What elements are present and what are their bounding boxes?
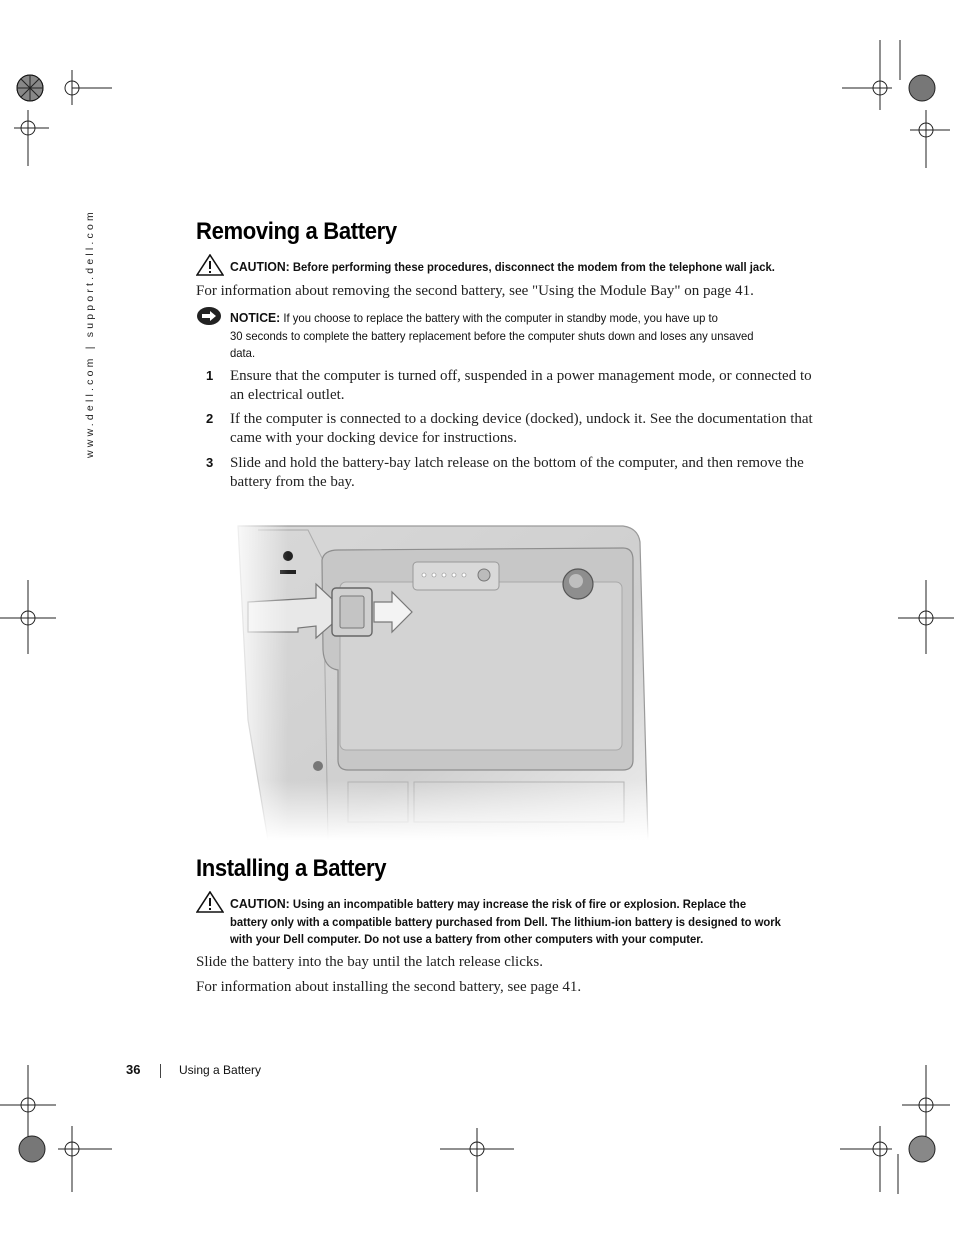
caution-removing xyxy=(230,258,794,277)
battery-bay-illustration xyxy=(228,520,653,840)
warning-triangle-icon xyxy=(196,254,224,276)
footer-divider xyxy=(160,1064,161,1078)
caution-line-2: battery only with a compatible battery purchased from Dell. The lithium-ion battery is designed to work xyxy=(230,914,781,929)
install-paragraph-2: For information about installing the second battery, see page 41. xyxy=(196,979,582,995)
notice-arrow-icon xyxy=(196,306,222,326)
step-text: If the computer is connected to a docking device (docked), undock it. See the documentation that came with your docking device for instructions. xyxy=(230,411,813,446)
notice-line-1: If you choose to replace the battery with the computer in standby mode, you have up to xyxy=(283,311,718,325)
caution-label: CAUTION: xyxy=(230,259,290,274)
notice-block xyxy=(230,309,794,363)
caution-line-3: with your Dell computer. Do not use a battery from other computers with your computer. xyxy=(230,932,704,946)
caution-label: CAUTION: xyxy=(230,896,290,911)
caution-installing xyxy=(230,895,794,949)
warning-triangle-icon xyxy=(196,891,224,913)
registration-mark-top-left xyxy=(14,70,124,180)
step-number: 3 xyxy=(206,455,214,470)
registration-mark-bottom-center xyxy=(438,1126,518,1196)
notice-label: NOTICE: xyxy=(230,310,281,325)
section-title-removing: Removing a Battery xyxy=(196,218,397,245)
section-title-installing: Installing a Battery xyxy=(196,855,387,882)
install-paragraph-1: Slide the battery into the bay until the latch release clicks. xyxy=(196,954,543,970)
registration-mark-bottom-left xyxy=(0,1060,120,1200)
step-number: 2 xyxy=(206,411,214,426)
registration-mark-mid-right xyxy=(896,578,954,658)
page-number: 36 xyxy=(126,1062,141,1077)
intro-paragraph: For information about removing the second battery, see "Using the Module Bay" on page 41. xyxy=(196,283,754,299)
notice-line-2: 30 seconds to complete the battery replacement before the computer shuts down and loses any unsaved xyxy=(230,328,754,343)
registration-mark-mid-left xyxy=(0,578,60,658)
caution-text: Before performing these procedures, disconnect the modem from the telephone wall jack. xyxy=(292,260,775,274)
step-number: 1 xyxy=(206,368,214,383)
chapter-title: Using a Battery xyxy=(179,1063,262,1077)
notice-line-3: data. xyxy=(230,346,256,360)
sidebar-url: www.dell.com | support.dell.com xyxy=(84,209,96,458)
registration-mark-top-right xyxy=(840,40,950,170)
caution-line-1: Using an incompatible battery may increase the risk of fire or explosion. Replace the xyxy=(292,897,747,911)
step-text: Slide and hold the battery-bay latch release on the bottom of the computer, and then remove the battery from the bay. xyxy=(230,455,804,490)
registration-mark-bottom-right xyxy=(840,1060,950,1200)
step-text: Ensure that the computer is turned off, suspended in a power management mode, or connected to an electrical outlet. xyxy=(230,368,812,403)
